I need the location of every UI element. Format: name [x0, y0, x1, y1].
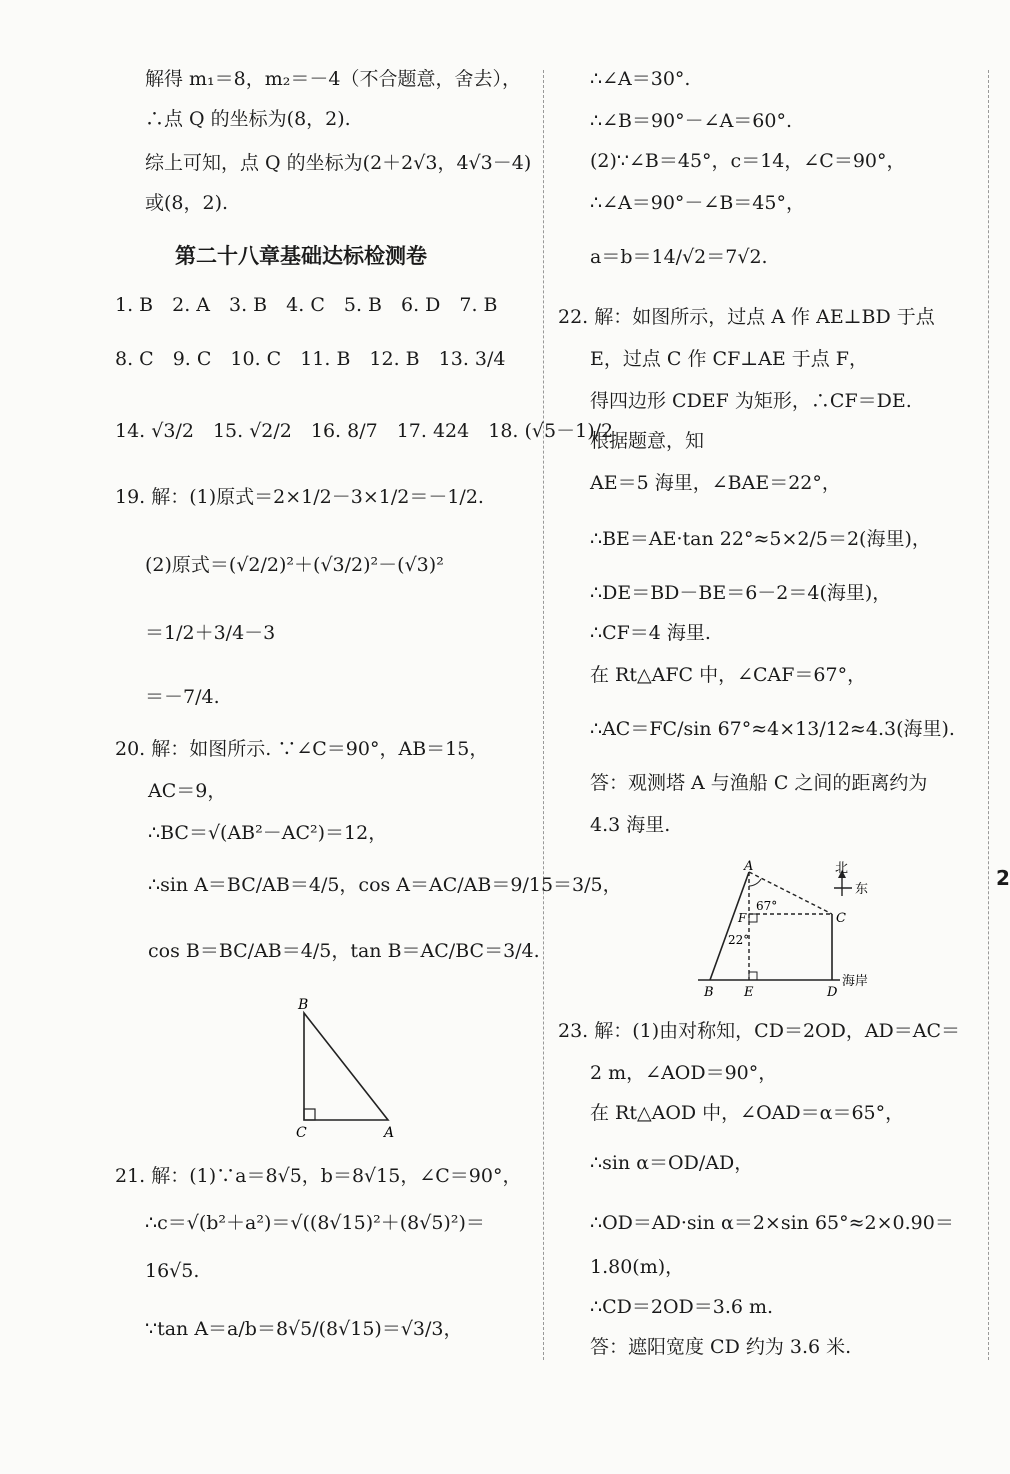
right-line: 答：观测塔 A 与渔船 C 之间的距离约为 — [590, 772, 928, 794]
section-title: 第二十八章基础达标检测卷 — [175, 244, 427, 268]
left-line: 21. 解：(1)∵a＝8√5，b＝8√15，∠C＝90°， — [115, 1165, 522, 1187]
left-line: ∴sin A＝BC/AB＝4/5，cos A＝AC/AB＝9/15＝3/5， — [148, 874, 622, 896]
left-line: ＝1/2＋3/4－3 — [145, 622, 276, 644]
right-line: 得四边形 CDEF 为矩形，∴CF＝DE. — [590, 390, 912, 412]
fig22-label-E: E — [744, 985, 754, 1000]
right-line: a＝b＝14/√2＝7√2. — [590, 246, 768, 268]
right-line: ∴CD＝2OD＝3.6 m. — [590, 1296, 774, 1318]
right-line: ∴AC＝FC/sin 67°≈4×13/12≈4.3(海里). — [590, 718, 955, 740]
right-line: 在 Rt△AOD 中，∠OAD＝α＝65°， — [590, 1102, 905, 1124]
right-line: 根据题意，知 — [590, 430, 705, 452]
right-line: AE＝5 海里，∠BAE＝22°， — [590, 472, 841, 494]
left-line: (2)原式＝(√2/2)²＋(√3/2)²－(√3)² — [145, 554, 444, 576]
figure-20-triangle — [290, 995, 410, 1140]
left-line: cos B＝BC/AB＝4/5，tan B＝AC/BC＝3/4. — [148, 940, 540, 962]
fig22-label-D: D — [827, 985, 838, 1000]
left-line: 1. B 2. A 3. B 4. C 5. B 6. D 7. B — [115, 294, 498, 316]
page-edge-mark: 2 — [996, 866, 1010, 890]
fig22-shore: 海岸 — [842, 974, 869, 989]
column-divider — [543, 70, 544, 1360]
left-line: 综上可知，点 Q 的坐标为(2＋2√3，4√3－4) — [145, 152, 532, 174]
fig20-label-C: C — [296, 1125, 307, 1140]
left-line: ∵tan A＝a/b＝8√5/(8√15)＝√3/3， — [145, 1318, 463, 1340]
left-line: 20. 解：如图所示. ∵∠C＝90°，AB＝15， — [115, 738, 489, 760]
right-line: ∴∠B＝90°－∠A＝60°. — [590, 110, 793, 132]
right-line: 在 Rt△AFC 中，∠CAF＝67°， — [590, 664, 867, 686]
fig22-angle-67: 67° — [756, 899, 778, 913]
right-line: ∴OD＝AD·sin α＝2×sin 65°≈2×0.90＝ — [590, 1212, 954, 1234]
fig20-label-B: B — [298, 997, 309, 1013]
fig22-label-B: B — [704, 985, 714, 1000]
left-line: AC＝9， — [148, 780, 227, 802]
left-line: 16√5. — [145, 1260, 200, 1282]
fig22-east: 东 — [855, 882, 869, 897]
left-line: 或(8，2). — [145, 192, 229, 214]
right-line: ∴∠A＝30°. — [590, 68, 691, 90]
left-line: ∴c＝√(b²＋a²)＝√((8√15)²＋(8√5)²)＝ — [145, 1212, 485, 1234]
right-line: 4.3 海里. — [590, 814, 671, 836]
right-line: 22. 解：如图所示，过点 A 作 AE⊥BD 于点 — [558, 306, 935, 328]
right-line: E，过点 C 作 CF⊥AE 于点 F， — [590, 348, 868, 370]
right-line: 23. 解：(1)由对称知，CD＝2OD，AD＝AC＝ — [558, 1020, 961, 1042]
left-line: ＝－7/4. — [145, 686, 220, 708]
left-line: 19. 解：(1)原式＝2×1/2－3×1/2＝－1/2. — [115, 486, 484, 508]
fig22-label-C: C — [836, 911, 846, 926]
left-line: 8. C 9. C 10. C 11. B 12. B 13. 3/4 — [115, 348, 506, 370]
left-line: ∴BC＝√(AB²－AC²)＝12， — [148, 822, 388, 844]
fig22-angle-22: 22° — [728, 933, 750, 947]
right-line: ∴CF＝4 海里. — [590, 622, 711, 644]
right-line: 1.80(m)， — [590, 1256, 685, 1278]
right-edge-divider — [988, 70, 989, 1360]
right-line: (2)∵∠B＝45°，c＝14，∠C＝90°， — [590, 150, 906, 172]
right-line: ∴BE＝AE·tan 22°≈5×2/5＝2(海里)， — [590, 528, 931, 550]
left-line: 解得 m₁＝8，m₂＝－4（不合题意，舍去）， — [145, 68, 521, 90]
left-line: 14. √3/2 15. √2/2 16. 8/7 17. 424 18. (√5－1)/2 — [115, 420, 614, 442]
figure-22-diagram — [690, 858, 890, 1000]
fig22-label-F: F — [738, 911, 747, 925]
right-line: ∴sin α＝OD/AD， — [590, 1152, 754, 1174]
right-line: 答：遮阳宽度 CD 约为 3.6 米. — [590, 1336, 852, 1358]
fig22-label-A: A — [744, 859, 754, 874]
left-line: ∴点 Q 的坐标为(8，2). — [145, 108, 351, 130]
fig20-label-A: A — [384, 1125, 395, 1140]
fig22-north: 北 — [835, 861, 849, 876]
right-line: 2 m，∠AOD＝90°， — [590, 1062, 778, 1084]
right-line: ∴∠A＝90°－∠B＝45°， — [590, 192, 805, 214]
right-line: ∴DE＝BD－BE＝6－2＝4(海里)， — [590, 582, 892, 604]
